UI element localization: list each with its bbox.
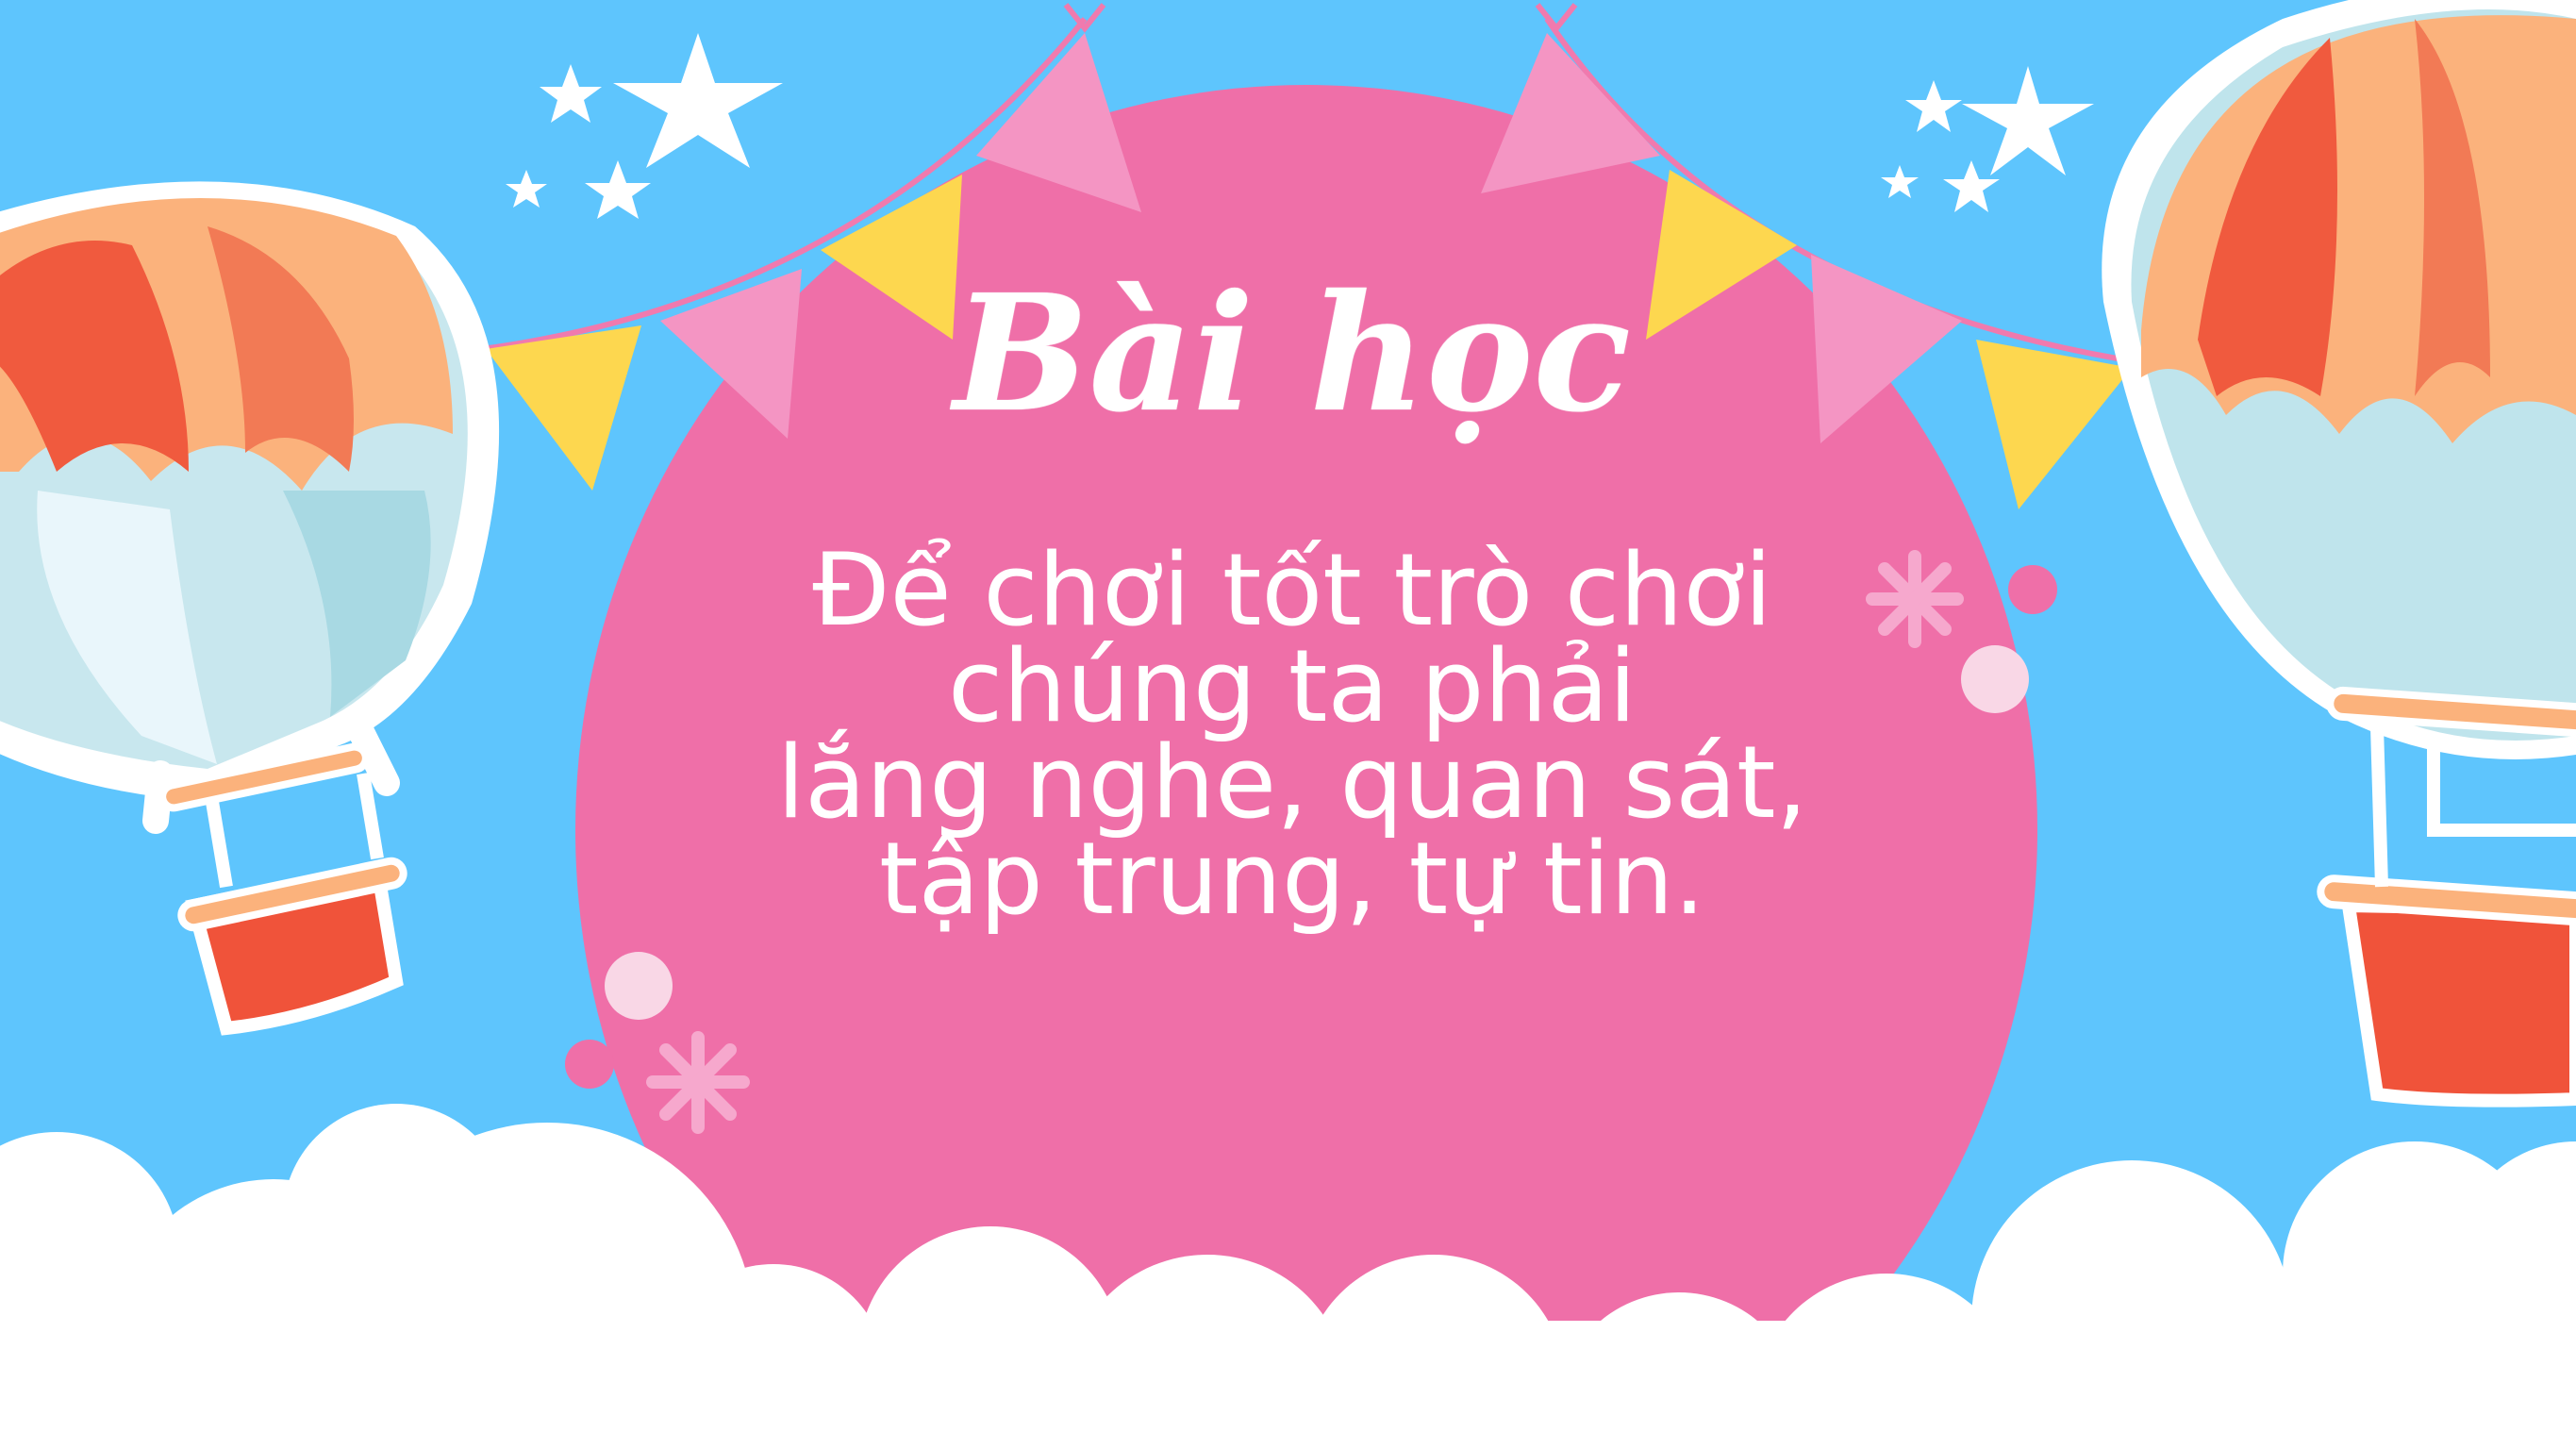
stars-right [1881,66,2094,212]
dot [565,1040,614,1089]
hot-air-balloon-icon [0,181,499,1028]
star-icon [613,33,783,168]
page-title: Bài học [953,259,1632,448]
star-icon [1905,80,1962,132]
dot [2008,565,2057,614]
lesson-text [623,532,1962,937]
lesson-line: lắng nghe, quan sát, [776,724,1808,841]
dot [1961,645,2029,713]
star-icon [1962,66,2094,175]
star-icon [540,64,602,123]
star-icon [1943,160,2000,212]
bunting-flag-icon [1976,340,2132,509]
star-icon [506,170,547,208]
star-icon [1881,165,1919,198]
dot [605,952,673,1020]
bunting-flag-icon [486,325,641,491]
lesson-line: chúng ta phải [948,628,1637,744]
lesson-line: tập trung, tự tin. [878,821,1705,937]
stars-left [506,33,783,219]
sparkle-icon [653,1038,743,1127]
lesson-line: Để chơi tốt trò chơi [812,532,1772,648]
hot-air-balloon-icon [2102,0,2576,1101]
star-icon [585,160,651,219]
